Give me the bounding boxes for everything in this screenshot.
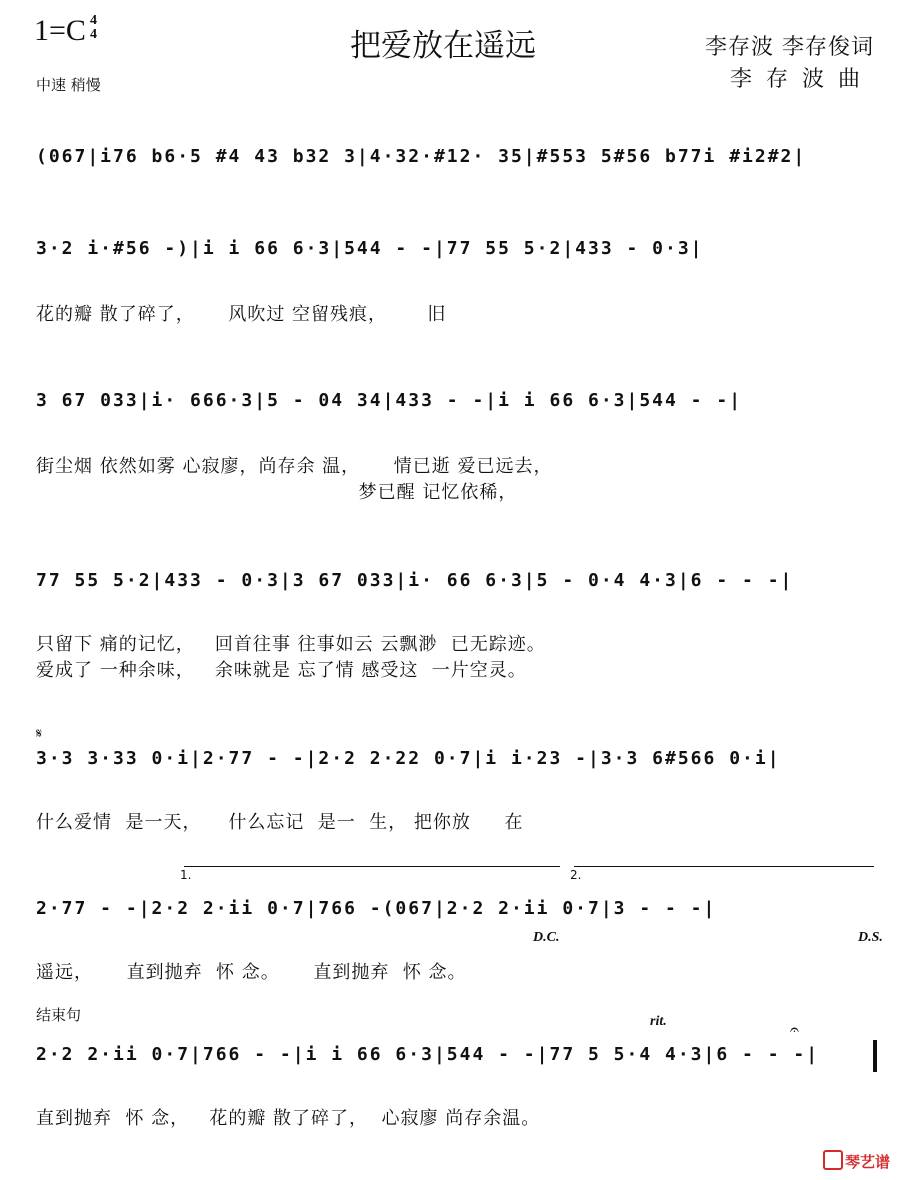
final-barline	[873, 1040, 877, 1072]
lyric-line-3a: 街尘烟 依然如雾 心寂廖，尚存余 温， 情已逝 爱已远去，	[36, 456, 553, 477]
notation-line-4: 77 55 5·2|433 - 0·3|3 67 033|i· 66 6·3|5 - 0·4 4·3|6 - - -|	[36, 570, 794, 591]
lyricist-credit: 李存波 李存俊词	[705, 35, 874, 60]
song-title: 把爱放在遥远	[350, 28, 536, 64]
notation-line-1: (067|i76 b6·5 #4 43 b32 3|4·32·#12· 35|#553 5#56 b77i #i2#2|	[36, 146, 807, 167]
lyric-line-6: 遥远， 直到抛弃 怀 念。 直到抛弃 怀 念。	[36, 962, 467, 983]
notation-line-7: 2·2 2·ii 0·7|766 - -|i i 66 6·3|544 - -|77 5 5·4 4·3|6 - - -|	[36, 1044, 820, 1065]
notation-line-3: 3 67 033|i· 666·3|5 - 04 34|433 - -|i i 66 6·3|544 - -|	[36, 390, 743, 411]
lyric-line-2: 花的瓣 散了碎了， 风吹过 空留残痕， 旧	[36, 304, 447, 325]
ending-2-bracket: 2.	[570, 868, 582, 882]
section-label-ending: 结束句	[36, 1006, 82, 1024]
notation-line-5: 3·3 3·33 0·i|2·77 - -|2·2 2·22 0·7|i i·23 -|3·3 6#566 0·i|	[36, 748, 781, 769]
segno-icon: 𝄋	[36, 726, 43, 742]
lyric-line-4a: 只留下 痛的记忆， 回首往事 往事如云 云飘渺 已无踪迹。	[36, 634, 546, 655]
composer-credit: 李存波曲	[729, 67, 874, 92]
time-signature: 4 4	[89, 13, 97, 42]
rit-mark: rit.	[650, 1014, 667, 1029]
notation-line-6: 2·77 - -|2·2 2·ii 0·7|766 -(067|2·2 2·ii 0·7|3 - - -|	[36, 898, 717, 919]
fermata-icon: 𝄐	[790, 1020, 799, 1039]
lyric-line-5: 什么爱情 是一天， 什么忘记 是一 生， 把你放 在	[36, 812, 524, 833]
logo-icon	[823, 1150, 843, 1170]
lyric-line-3b: 梦已醒 记忆依稀，	[36, 482, 518, 503]
watermark-logo: 琴艺谱	[823, 1150, 890, 1172]
ending-2-line	[574, 866, 874, 867]
tempo-marking: 中速 稍慢	[36, 76, 101, 94]
ds-mark: D.S.	[858, 930, 883, 945]
dc-mark: D.C.	[533, 930, 560, 945]
ending-1-bracket: 1.	[180, 868, 192, 882]
lyric-line-4b: 爱成了 一种余味， 余味就是 忘了情 感受这 一片空灵。	[36, 660, 527, 681]
lyric-line-7: 直到抛弃 怀 念， 花的瓣 散了碎了， 心寂廖 尚存余温。	[36, 1108, 541, 1129]
key-signature: 1=C 4 4	[34, 13, 97, 47]
notation-line-2: 3·2 i·#56 -)|i i 66 6·3|544 - -|77 55 5·2|433 - 0·3|	[36, 238, 704, 259]
ending-1-line	[184, 866, 560, 867]
